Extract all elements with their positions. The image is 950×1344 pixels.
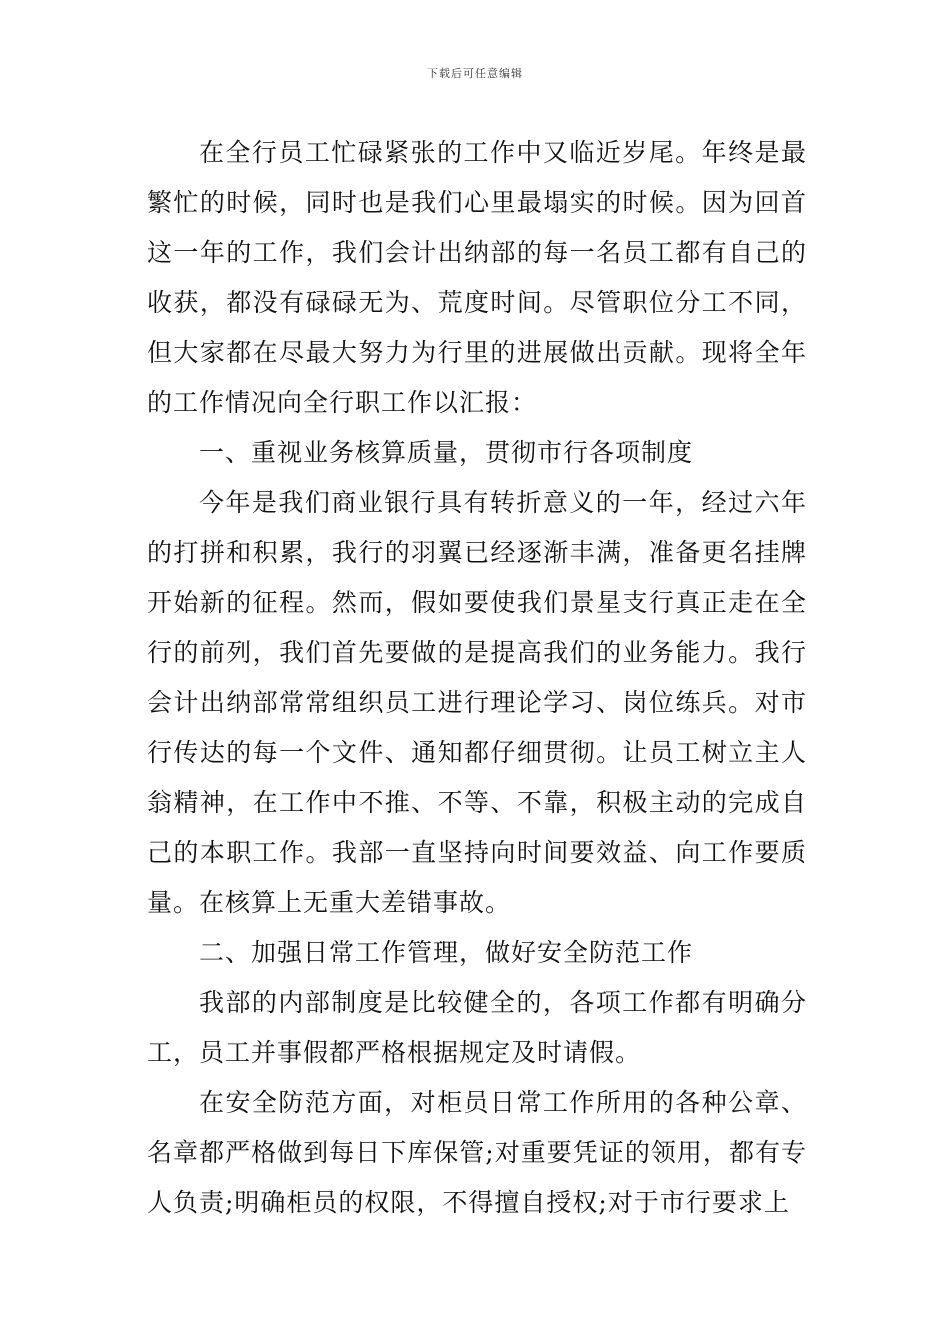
paragraph-internal-rules: 我部的内部制度是比较健全的，各项工作都有明确分工，员工并事假都严格根据规定及时请假。 — [147, 988, 807, 1067]
paragraph-security: 在安全防范方面，对柜员日常工作所用的各种公章、名章都严格做到每日下库保管;对重要凭证的领用，都有专人负责;明确柜员的权限，不得擅自授权;对于市行要求上 — [147, 1088, 807, 1217]
section-heading-2: 二、加强日常工作管理，做好安全防范工作 — [199, 938, 694, 967]
page-header-note: 下载后可任意编辑 — [427, 67, 523, 80]
paragraph-intro: 在全行员工忙碌紧张的工作中又临近岁尾。年终是最繁忙的时候，同时也是我们心里最塌实的时候。因为回首这一年的工作，我们会计出纳部的每一名员工都有自己的收获，都没有碌碌无为、荒度时间。尽管职位分工不同，但大家都在尽最大努力为行里的进展做出贡献。现将全年的工作情况向全行职工作以汇报： — [147, 138, 807, 417]
paragraph-section-1: 今年是我们商业银行具有转折意义的一年，经过六年的打拼和积累，我行的羽翼已经逐渐丰满，准备更名挂牌开始新的征程。然而，假如要使我们景星支行真正走在全行的前列，我们首先要做的是提高我们的业务能力。我行会计出纳部常常组织员工进行理论学习、岗位练兵。对市行传达的每一个文件、通知都仔细贯彻。让员工树立主人翁精神，在工作中不推、不等、不靠，积极主动的完成自己的本职工作。我部一直坚持向时间要效益、向工作要质量。在核算上无重大差错事故。 — [147, 488, 807, 917]
section-heading-1: 一、重视业务核算质量，贯彻市行各项制度 — [199, 438, 694, 467]
document-body — [147, 128, 807, 1228]
